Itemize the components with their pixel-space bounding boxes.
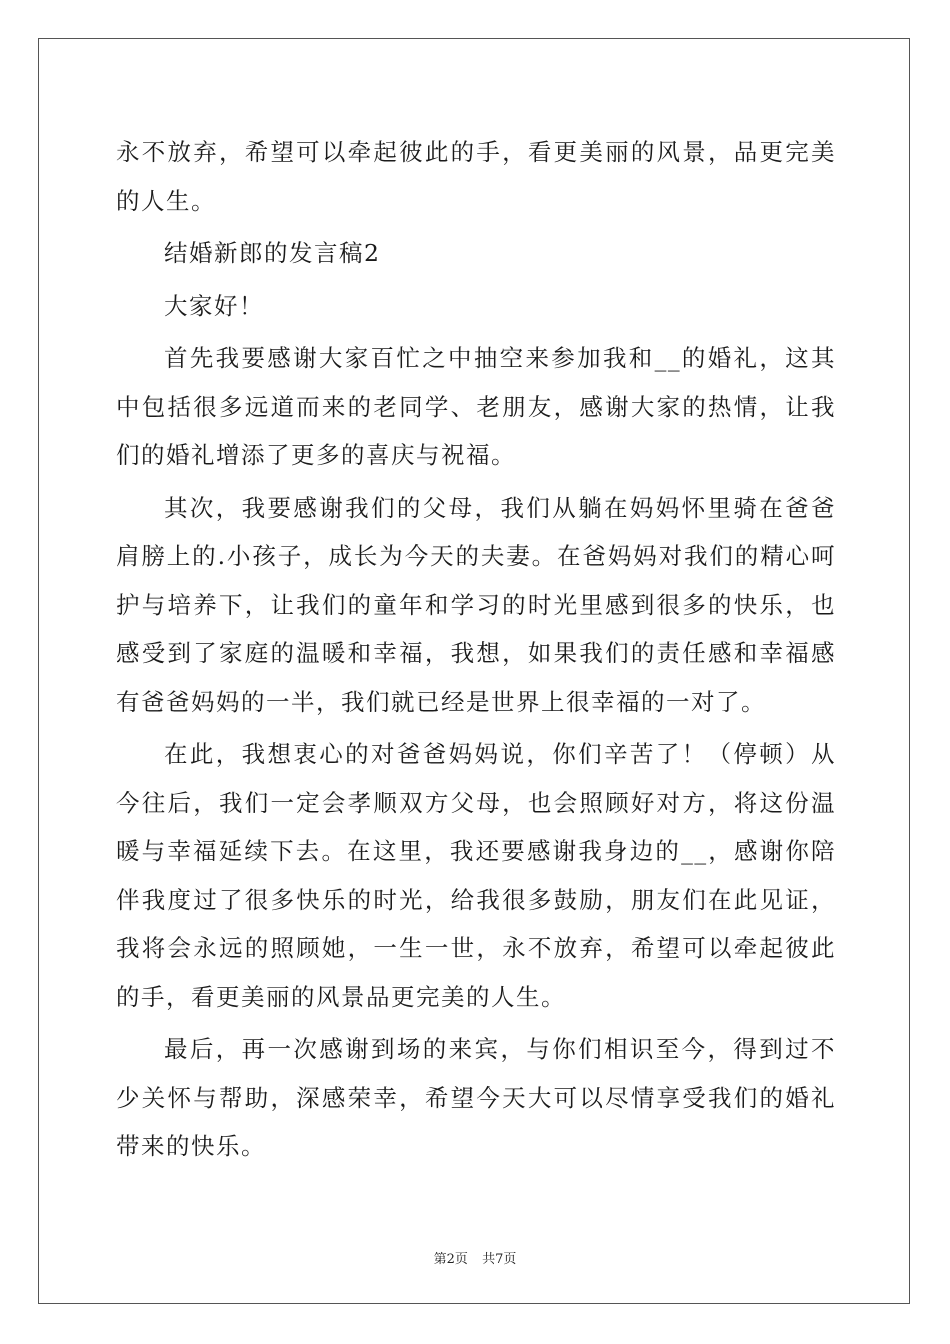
- document-body: [116, 128, 836, 1175]
- section-heading: 结婚新郎的发言稿2: [164, 239, 381, 267]
- paragraph-thanks-parents: 其次，我要感谢我们的父母，我们从躺在妈妈怀里骑在爸爸肩膀上的.小孩子，成长为今天的夫妻。在爸妈妈对我们的精心呵护与培养下，让我们的童年和学习的时光里感到很多的快乐，也感受到了家庭的温暖和幸福，我想，如果我们的责任感和幸福感有爸爸妈妈的一半，我们就已经是世界上很幸福的一对了。: [116, 493, 836, 716]
- paragraph-thanks-guests: 首先我要感谢大家百忙之中抽空来参加我和__的婚礼，这其中包括很多远道而来的老同学、老朋友，感谢大家的热情，让我们的婚礼增添了更多的喜庆与祝福。: [116, 344, 836, 469]
- paragraph-promise: 在此，我想衷心的对爸爸妈妈说，你们辛苦了！（停顿）从今往后，我们一定会孝顺双方父母，也会照顾好对方，将这份温暖与幸福延续下去。在这里，我还要感谢我身边的__，感谢你陪伴我度过了很多快乐的时光，给我很多鼓励，朋友们在此见证，我将会永远的照顾她，一生一世，永不放弃，希望可以牵起彼此的手，看更美丽的风景品更完美的人生。: [116, 740, 836, 1011]
- page-number: 第2页: [433, 1252, 468, 1267]
- paragraph-closing: 最后，再一次感谢到场的来宾，与你们相识至今，得到过不少关怀与帮助，深感荣幸，希望今天大可以尽情享受我们的婚礼带来的快乐。: [116, 1035, 836, 1160]
- paragraph-continuation: 永不放弃，希望可以牵起彼此的手，看更美丽的风景，品更完美的人生。: [116, 138, 836, 215]
- page-total: 共7页: [482, 1252, 517, 1267]
- greeting-paragraph: 大家好！: [164, 291, 264, 320]
- page-footer: [0, 1248, 950, 1267]
